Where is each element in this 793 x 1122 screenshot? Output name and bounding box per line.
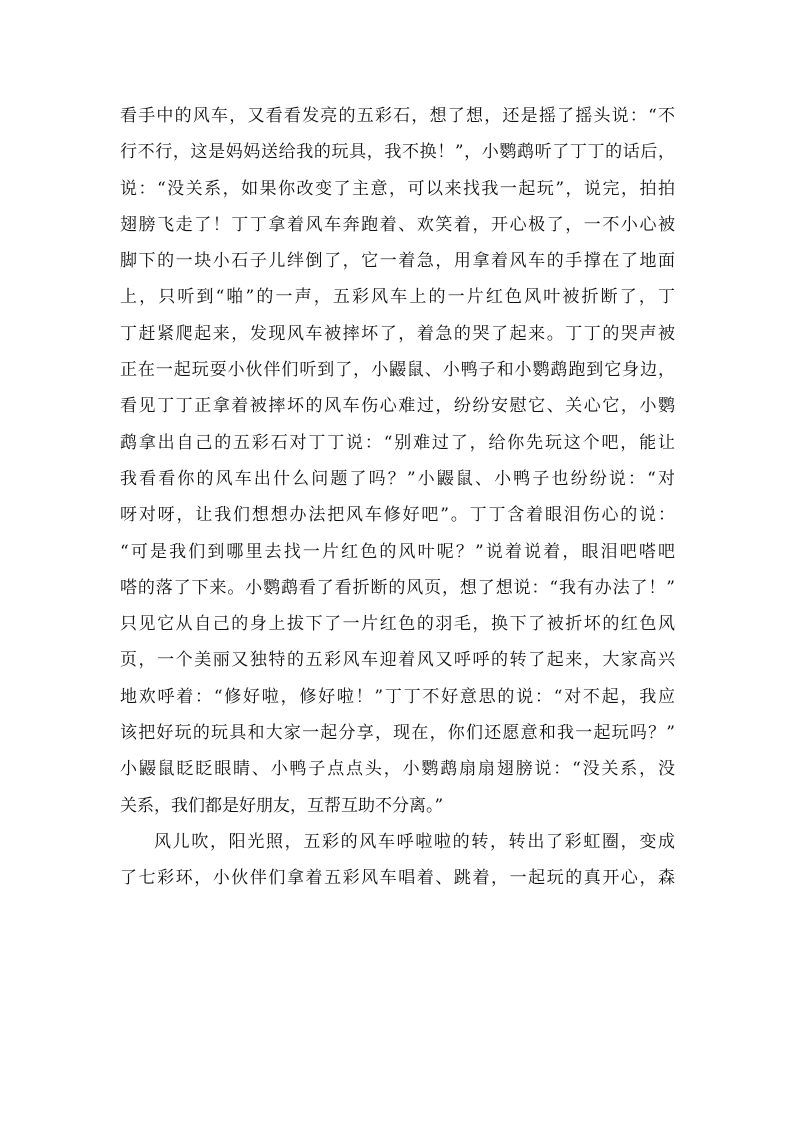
text-line: 我看看你的风车出什么问题了吗？”小鼹鼠、小鸭子也纷纷说：“对: [120, 468, 675, 489]
text-line: 呀对呀，让我们想想办法把风车修好吧”。丁丁含着眼泪伤心的说：: [120, 505, 675, 526]
text-line: 该把好玩的玩具和大家一起分享，现在，你们还愿意和我一起玩吗？”: [120, 723, 675, 744]
text-line: 翅膀飞走了！丁丁拿着风车奔跑着、欢笑着，开心极了，一不小心被: [120, 214, 675, 235]
text-line: 行不行，这是妈妈送给我的玩具，我不换！”，小鹦鹉听了丁丁的话后，: [120, 142, 675, 163]
text-line: 地欢呼着：“修好啦，修好啦！”丁丁不好意思的说：“对不起，我应: [120, 686, 675, 707]
text-line: 只见它从自己的身上拔下了一片红色的羽毛，换下了被折坏的红色风: [120, 614, 675, 635]
text-line: 嗒的落了下来。小鹦鹉看了看折断的风页，想了想说：“我有办法了！”: [120, 577, 675, 598]
text-line: 了七彩环，小伙伴们拿着五彩风车唱着、跳着，一起玩的真开心，森: [120, 868, 675, 889]
story-text: [120, 98, 675, 897]
text-line: 正在一起玩耍小伙伴们听到了，小鼹鼠、小鸭子和小鹦鹉跑到它身边，: [120, 360, 675, 381]
text-line: 页，一个美丽又独特的五彩风车迎着风又呼呼的转了起来，大家高兴: [120, 650, 675, 671]
text-line: 看手中的风车，又看看发亮的五彩石，想了想，还是摇了摇头说：“不: [120, 106, 675, 126]
text-line: 脚下的一块小石子儿绊倒了，它一着急，用拿着风车的手撑在了地面: [120, 251, 675, 272]
text-line: 丁赶紧爬起来，发现风车被摔坏了，着急的哭了起来。丁丁的哭声被: [120, 323, 675, 344]
text-line: “可是我们到哪里去找一片红色的风叶呢？”说着说着，眼泪吧嗒吧: [120, 541, 675, 562]
paragraph-start-line: 风儿吹，阳光照，五彩的风车呼啦啦的转，转出了彩虹圈，变成: [154, 831, 675, 852]
text-line: 小鼹鼠眨眨眼睛、小鸭子点点头，小鹦鹉扇扇翅膀说：“没关系，没: [120, 759, 675, 780]
text-line: 看见丁丁正拿着被摔坏的风车伤心难过，纷纷安慰它、关心它，小鹦: [120, 396, 675, 417]
text-line: 说：“没关系，如果你改变了主意，可以来找我一起玩”，说完，拍拍: [120, 178, 675, 199]
text-line: 关系，我们都是好朋友，互帮互助不分离。”: [120, 795, 444, 816]
text-line: 上，只听到“啪”的一声，五彩风车上的一片红色风叶被折断了，丁: [120, 287, 675, 308]
text-line: 鹉拿出自己的五彩石对丁丁说：“别难过了，给你先玩这个吧，能让: [120, 432, 675, 453]
